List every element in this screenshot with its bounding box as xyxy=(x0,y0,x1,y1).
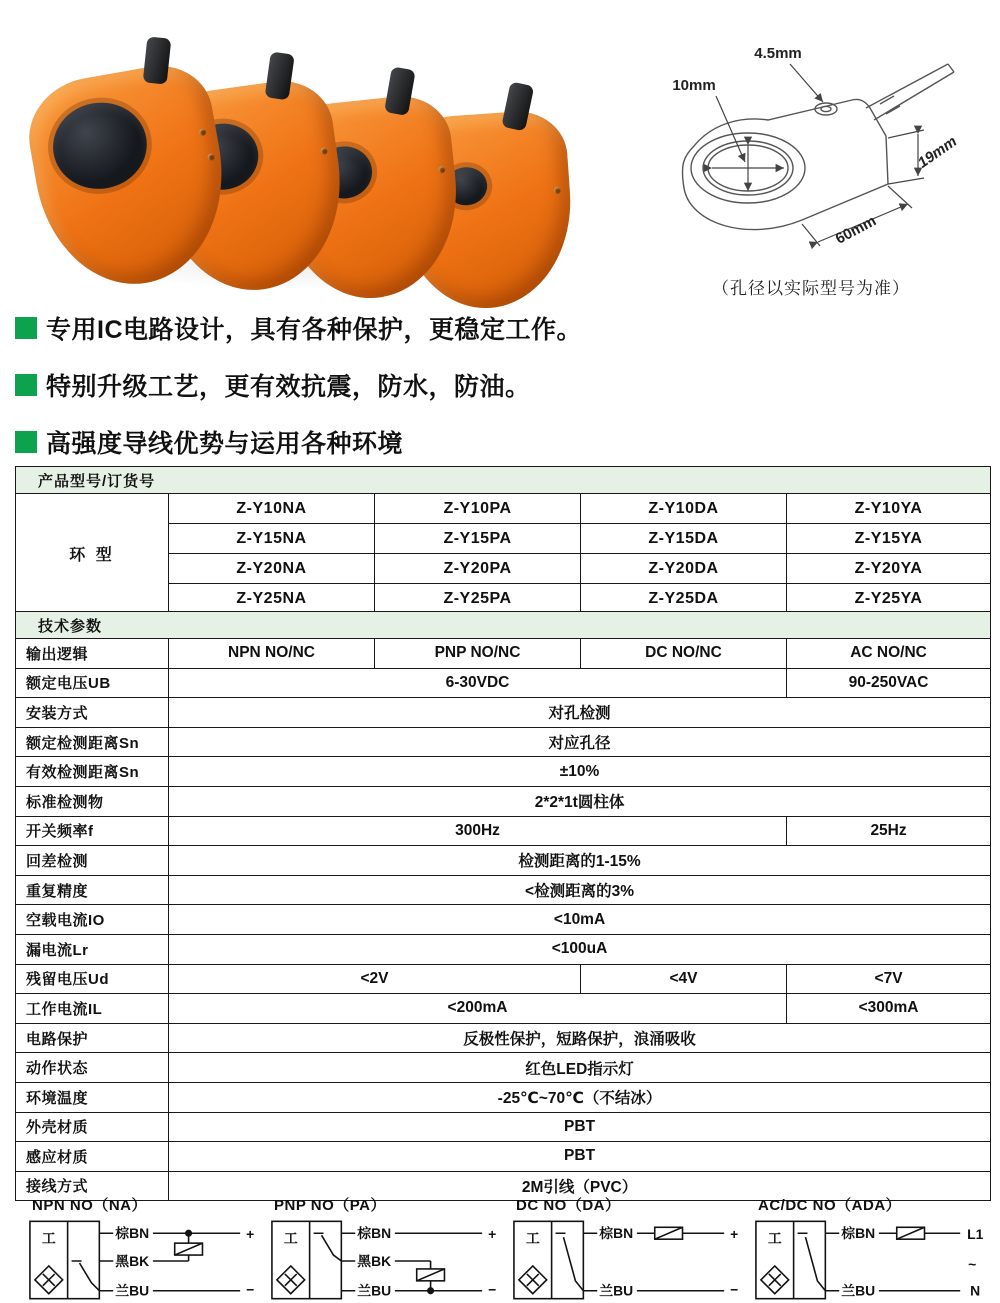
feature-text: 高强度导线优势与运用各种环境 xyxy=(46,430,404,458)
wire-blue-label: 兰BU xyxy=(841,1282,876,1299)
tech-param-value: 300Hz xyxy=(169,816,787,846)
wiring-pnp xyxy=(264,1194,500,1303)
tech-param-label: 漏电流Lr xyxy=(16,934,169,964)
tech-row xyxy=(16,816,991,846)
tech-row xyxy=(16,905,991,935)
wire-brown-label: 棕BN xyxy=(599,1225,634,1242)
terminal-minus: − xyxy=(730,1281,739,1298)
tech-row xyxy=(16,757,991,787)
green-square-icon xyxy=(15,317,37,339)
tech-param-label: 有效检测距离Sn xyxy=(16,757,169,787)
model-cell: Z-Y15DA xyxy=(581,524,787,554)
tech-param-label: 重复精度 xyxy=(16,875,169,905)
tech-row xyxy=(16,1082,991,1112)
feature-item xyxy=(15,367,715,403)
wiring-acdc xyxy=(748,1194,984,1303)
terminal-minus: − xyxy=(488,1281,497,1298)
dimension-lines xyxy=(712,64,924,246)
tech-row xyxy=(16,964,991,994)
tech-param-value: 6-30VDC xyxy=(169,668,787,698)
dim-main-hole-label: 10mm xyxy=(672,77,716,94)
tech-param-value: -25℃~70℃（不结冰） xyxy=(169,1082,991,1112)
tech-param-label: 额定检测距离Sn xyxy=(16,727,169,757)
wiring-title: AC/DC NO（ADA） xyxy=(758,1197,902,1214)
model-cell: Z-Y25NA xyxy=(169,584,375,614)
tech-row xyxy=(16,698,991,728)
model-cell: Z-Y10YA xyxy=(787,494,991,524)
tech-param-label: 感应材质 xyxy=(16,1142,169,1172)
feature-text: 专用IC电路设计，具有各种保护，更稳定工作。 xyxy=(46,316,583,344)
wire-blue-label: 兰BU xyxy=(115,1282,150,1299)
tech-param-value: <200mA xyxy=(169,994,787,1024)
tech-param-label: 开关频率f xyxy=(16,816,169,846)
tech-param-label: 工作电流IL xyxy=(16,994,169,1024)
model-cell: Z-Y20PA xyxy=(375,554,581,584)
tech-param-label: 输出逻辑 xyxy=(16,639,169,669)
tech-param-label: 残留电压Ud xyxy=(16,964,169,994)
screw-dot xyxy=(320,147,328,155)
tech-param-value: 检测距离的1-15% xyxy=(169,846,991,876)
diagram-caption: （孔径以实际型号为准） xyxy=(712,279,910,298)
tech-param-value: PBT xyxy=(169,1142,991,1172)
model-cell: Z-Y10NA xyxy=(169,494,375,524)
tech-param-value: DC NO/NC xyxy=(581,639,787,669)
terminal-plus: + xyxy=(246,1226,255,1243)
terminal-plus: + xyxy=(730,1226,739,1243)
wire-blue-label: 兰BU xyxy=(599,1282,634,1299)
model-cell: Z-Y25YA xyxy=(787,584,991,614)
sensor-symbol: 工 xyxy=(767,1230,782,1247)
model-cell: Z-Y15YA xyxy=(787,524,991,554)
feature-item xyxy=(15,310,715,346)
tech-param-label: 电路保护 xyxy=(16,1023,169,1053)
tech-param-value: 对孔检测 xyxy=(169,698,991,728)
green-square-icon xyxy=(15,431,37,453)
tech-row xyxy=(16,1112,991,1142)
tech-table-title: 技术参数 xyxy=(16,612,991,639)
tech-row xyxy=(16,934,991,964)
model-cell: Z-Y15NA xyxy=(169,524,375,554)
wire-blue-label: 兰BU xyxy=(357,1282,392,1299)
tech-param-value: <2V xyxy=(169,964,581,994)
sensor-symbol: 工 xyxy=(525,1230,540,1247)
tech-row xyxy=(16,994,991,1024)
wiring-dc xyxy=(506,1194,742,1303)
dim-length-label: 60mm xyxy=(832,212,880,248)
tech-param-label: 外壳材质 xyxy=(16,1112,169,1142)
tech-row xyxy=(16,875,991,905)
tech-param-value: AC NO/NC xyxy=(787,639,991,669)
product-photo xyxy=(25,30,605,305)
model-row xyxy=(16,494,991,524)
wiring-title: NPN NO（NA） xyxy=(32,1197,148,1214)
dimension-diagram xyxy=(628,34,994,314)
model-cell: Z-Y20NA xyxy=(169,554,375,584)
tech-param-value: <100uA xyxy=(169,934,991,964)
tech-param-label: 环境温度 xyxy=(16,1082,169,1112)
tech-row xyxy=(16,727,991,757)
tech-param-value: 90-250VAC xyxy=(787,668,991,698)
tech-param-label: 接线方式 xyxy=(16,1171,169,1201)
tech-param-value: <300mA xyxy=(787,994,991,1024)
feature-text: 特别升级工艺，更有效抗震，防水，防油。 xyxy=(46,373,531,401)
model-cell: Z-Y25DA xyxy=(581,584,787,614)
screw-dot xyxy=(207,153,215,161)
wire-black-label: 黑BK xyxy=(115,1252,150,1269)
tech-row xyxy=(16,786,991,816)
screw-dot xyxy=(438,166,446,174)
wire-brown-label: 棕BN xyxy=(841,1225,876,1242)
tech-row xyxy=(16,1023,991,1053)
terminal-minus: − xyxy=(246,1281,255,1298)
tech-param-value: <10mA xyxy=(169,905,991,935)
cable-gland xyxy=(143,36,172,84)
model-table xyxy=(15,466,991,614)
terminal-l1: L1 xyxy=(967,1226,984,1243)
tech-row xyxy=(16,846,991,876)
tech-param-value: 2*2*1t圆柱体 xyxy=(169,786,991,816)
wiring-title: DC NO（DA） xyxy=(516,1197,621,1214)
tech-param-label: 动作状态 xyxy=(16,1053,169,1083)
tech-param-label: 空载电流IO xyxy=(16,905,169,935)
model-cell: Z-Y25PA xyxy=(375,584,581,614)
model-category-label: 环 型 xyxy=(16,494,169,614)
wire-brown-label: 棕BN xyxy=(357,1225,392,1242)
model-cell: Z-Y10DA xyxy=(581,494,787,524)
wiring-diagrams xyxy=(22,1194,984,1303)
model-table-title: 产品型号/订货号 xyxy=(16,467,991,494)
tech-param-value: 反极性保护，短路保护，浪涌吸收 xyxy=(169,1023,991,1053)
tech-param-value: ±10% xyxy=(169,757,991,787)
tech-row xyxy=(16,1053,991,1083)
tech-param-value: <4V xyxy=(581,964,787,994)
tech-param-label: 额定电压UB xyxy=(16,668,169,698)
sensor-symbol: 工 xyxy=(41,1230,56,1247)
tech-param-label: 回差检测 xyxy=(16,846,169,876)
wire-black-label: 黑BK xyxy=(357,1252,392,1269)
model-cell: Z-Y15PA xyxy=(375,524,581,554)
sensor-outline xyxy=(682,64,954,230)
screw-dot xyxy=(199,128,207,136)
cable-gland xyxy=(265,51,295,100)
feature-item xyxy=(15,424,715,460)
tech-param-value: 2M引线（PVC） xyxy=(169,1171,991,1201)
feature-list xyxy=(15,310,715,481)
tech-param-value: 25Hz xyxy=(787,816,991,846)
terminal-ac: ~ xyxy=(968,1255,977,1272)
tech-param-value: 对应孔径 xyxy=(169,727,991,757)
model-cell: Z-Y10PA xyxy=(375,494,581,524)
cable-gland xyxy=(384,66,416,115)
tech-row xyxy=(16,668,991,698)
dim-height-label: 19mm xyxy=(914,132,961,172)
tech-param-value: PBT xyxy=(169,1112,991,1142)
tech-table xyxy=(15,611,991,1201)
screw-dot xyxy=(554,187,561,194)
dim-small-hole-label: 4.5mm xyxy=(754,45,802,62)
wiring-npn xyxy=(22,1194,258,1303)
sensor-hole xyxy=(46,95,154,196)
tech-row xyxy=(16,1142,991,1172)
tech-row xyxy=(16,639,991,669)
wire-brown-label: 棕BN xyxy=(115,1225,150,1242)
model-cell: Z-Y20YA xyxy=(787,554,991,584)
cable-gland xyxy=(501,81,534,131)
tech-param-value: <7V xyxy=(787,964,991,994)
sensor-symbol: 工 xyxy=(283,1230,298,1247)
tech-param-value: 红色LED指示灯 xyxy=(169,1053,991,1083)
terminal-n: N xyxy=(970,1282,981,1299)
green-square-icon xyxy=(15,374,37,396)
tech-param-label: 安装方式 xyxy=(16,698,169,728)
tech-param-value: PNP NO/NC xyxy=(375,639,581,669)
model-cell: Z-Y20DA xyxy=(581,554,787,584)
tech-param-value: <检测距离的3% xyxy=(169,875,991,905)
tech-param-label: 标准检测物 xyxy=(16,786,169,816)
wiring-title: PNP NO（PA） xyxy=(274,1197,386,1214)
tech-param-value: NPN NO/NC xyxy=(169,639,375,669)
terminal-plus: + xyxy=(488,1226,497,1243)
